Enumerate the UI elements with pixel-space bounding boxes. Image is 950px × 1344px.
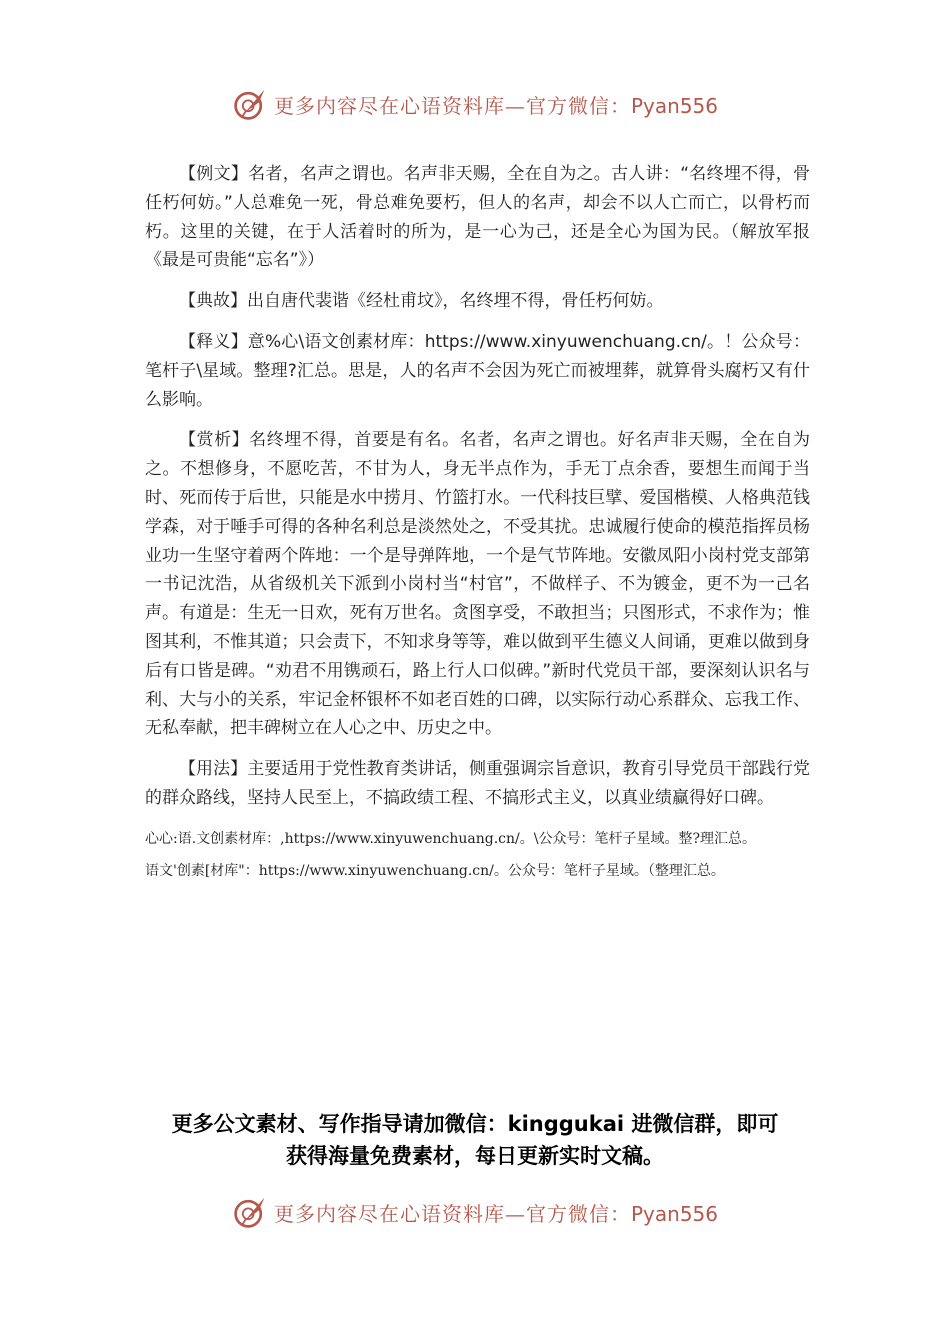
header-banner (0, 82, 950, 126)
footer-banner (0, 1190, 950, 1234)
quill-pen-logo-icon (232, 86, 268, 122)
header-banner-text (274, 90, 718, 119)
paragraph-tag: 【例文】 (179, 164, 249, 184)
paragraph-meaning (145, 328, 810, 414)
paragraph-text: 名者，名声之谓也。名声非天赐，全在自为之。古人讲：“名终埋不得，骨任朽何妨。”人总难免一死，骨总难免要朽，但人的名声，却会不以人亡而亡，以骨朽而朽。这里的关键，在于人活着时的所为，是一心为己，还是全心为国为民。（解放军报《最是可贵能“忘名”》） (145, 164, 811, 271)
paragraph-allusion (145, 287, 810, 316)
promo-line-2: 获得海量免费素材，每日更新实时文稿。 (286, 1144, 664, 1168)
paragraph-tag: 【释义】 (179, 331, 248, 352)
paragraph-analysis (145, 426, 810, 743)
source-note-1: 心心:语.文创素材库：,https://www.xinyuwenchuang.cn/。\公众号：笔杆子星域。整?理汇总。 (145, 830, 756, 847)
paragraph-tag: 【典故】 (179, 291, 247, 312)
paragraph-text: 意%心\语文创素材库：https://www.xinyuwenchuang.cn/。！公众号：笔杆子\星域。整理?汇总。思是，人的名声不会因为死亡而被埋葬，就算骨头腐朽又有什么影响。 (145, 331, 810, 410)
header-banner-wechat-id: Pyan556 (630, 93, 718, 118)
promo-line-1: 更多公文素材、写作指导请加微信：kinggukai 进微信群，即可 (171, 1112, 779, 1136)
paragraph-text: 出自唐代裴谐《经杜甫坟》，名终埋不得，骨任朽何妨。 (247, 291, 664, 312)
footer-banner-text (274, 1198, 718, 1227)
promo-block (0, 1108, 950, 1172)
paragraph-example (145, 160, 810, 275)
paragraph-text: 主要适用于党性教育类讲话，侧重强调宗旨意识，教育引导党员干部践行党的群众路线，坚持人民至上，不搞政绩工程、不搞形式主义，以真业绩赢得好口碑。 (145, 759, 811, 808)
paragraph-tag: 【赏析】 (179, 430, 250, 451)
paragraph-tag: 【用法】 (179, 759, 248, 780)
footer-banner-wechat-id: Pyan556 (630, 1201, 718, 1226)
footer-banner-cn: 更多内容尽在心语资料库—官方微信： (273, 1201, 631, 1226)
paragraph-usage (145, 755, 810, 813)
document-body (145, 160, 810, 885)
paragraph-text: 名终埋不得，首要是有名。名者，名声之谓也。好名声非天赐，全在自为之。不想修身，不愿吃苦，不甘为人，身无半点作为，手无丁点余香，要想生而闻于当时、死而传于后世，只能是水中捞月、竹篮打水。一代科技巨擘、爱国楷模、人格典范钱学森，对于唾手可得的各种名利总是淡然处之，不受其扰。忠诚履行使命的模范指挥员杨业功一生坚守着两个阵地：一个是导弹阵地，一个是气节阵地。安徽凤阳小岗村党支部第一书记沈浩，从省级机关下派到小岗村当“村官”，不做样子、不为镀金，更不为一己名声。有道是：生无一日欢，死有万世名。贪图享受，不敢担当；只图形式，不求作为；惟图其利，不惟其道；只会责下，不知求身等等，难以做到平生德义人间诵，更难以做到身后有口皆是碑。“劝君不用镌顽石，路上行人口似碑。”新时代党员干部，要深刻认识名与利、大与小的关系，牢记金杯银杯不如老百姓的口碑，以实际行动心系群众、忘我工作、无私奉献，把丰碑树立在人心之中、历史之中。 (145, 430, 810, 739)
header-banner-cn: 更多内容尽在心语资料库—官方微信： (273, 93, 631, 118)
quill-pen-logo-icon (232, 1194, 268, 1230)
source-note-2: 语文'创素[材库"：https://www.xinyuwenchuang.cn/。公众号：笔杆子星域。（整理汇总。 (145, 862, 725, 879)
